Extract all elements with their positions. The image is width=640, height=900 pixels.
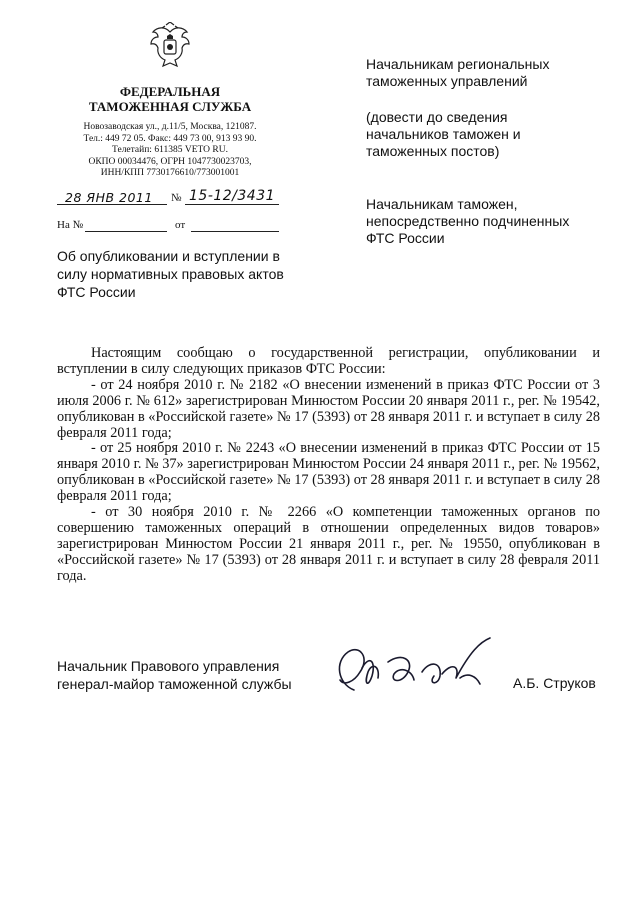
outgoing-registration-line [57,188,287,208]
addressee-line: ФТС России [366,230,445,246]
addressee-customs-offices [366,196,606,247]
addressee-line: таможенных постов) [366,143,500,159]
organization-name [62,84,278,114]
order-item: - от 25 ноября 2010 г. № 2243 «О внесении изменений в приказ ФТС России от 15 января 2010 г. № 37» зарегистрирован Минюстом России 24 января 2011 г., рег. № 19562, опубликован в «Российской газете» № 17 (5393) от 28 января 2011 г. и вступает в силу 28 февраля 2011 года; [57,440,600,505]
document-number: 15-12/3431 [189,188,276,204]
contact-phone-fax: Тел.: 449 72 05. Факс: 449 73 00, 913 93 90. [83,133,257,144]
signatory-position-line: генерал-майор таможенной службы [57,676,292,692]
subject-line: силу нормативных правовых актов [57,266,284,282]
organization-name-line1: ФЕДЕРАЛЬНАЯ [119,84,221,99]
subject-line: ФТС России [57,284,136,300]
order-item: - от 30 ноября 2010 г. № 2266 «О компетенции таможенных органов по совершению таможенных операций в отношении определенных видов товаров» зарегистрирован Минюстом России 21 января 2011 г., рег. № 19550, опубликован в «Российской газете» № 17 (5393) от 28 января 2011 г. и вступает в силу 28 февраля 2011 года. [57,504,600,584]
addressee-line: таможенных управлений [366,73,528,89]
from-label: от [175,219,186,231]
handwritten-signature [330,632,500,704]
addressee-line: (довести до сведения [366,109,508,125]
contact-address: Новозаводская ул., д.11/5, Москва, 121087. [83,122,257,132]
addressee-regional-directorates [366,56,606,90]
signatory-name: А.Б. Струков [513,675,596,691]
reply-registration-line [57,219,287,235]
document-body [57,346,600,585]
subject-line: Об опубликовании и вступлении в [57,248,280,264]
addressee-line: Начальникам таможен, [366,196,518,212]
addressee-note [366,109,606,160]
contact-okpo-ogrn: ОКПО 00034476, ОГРН 1047730023703, [88,156,252,167]
addressee-line: непосредственно подчиненных [366,213,570,229]
contact-teletype: Телетайп: 611385 VETO RU. [112,145,228,156]
signatory-position-line: Начальник Правового управления [57,658,280,674]
body-intro: Настоящим сообщаю о государственной регистрации, опубликовании и вступлении в силу следующих приказов ФТС России: [57,345,600,377]
addressee-line: Начальникам региональных [366,56,550,72]
document-subject [57,247,297,301]
organization-name-line2: ТАМОЖЕННАЯ СЛУЖБА [88,99,252,114]
state-emblem-icon [147,22,193,70]
number-label: № [171,192,182,204]
in-reply-label: На № [57,219,84,231]
contact-inn-kpp: ИНН/КПП 7730176610/773001001 [100,168,240,179]
order-item: - от 24 ноября 2010 г. № 2182 «О внесении изменений в приказ ФТС России от 3 июля 2006 г. № 612» зарегистрирован Минюстом России 20 января 2011 г., рег. № 19542, опубликован в «Российской газете» № 17 (5393) от 28 января 2011 г. и вступает в силу 28 февраля 2011 года; [57,376,600,441]
signatory-position [57,657,292,693]
addressee-line: начальников таможен и [366,126,521,142]
organization-contacts [62,122,278,180]
document-date: 28 ЯНВ 2011 [65,190,153,205]
